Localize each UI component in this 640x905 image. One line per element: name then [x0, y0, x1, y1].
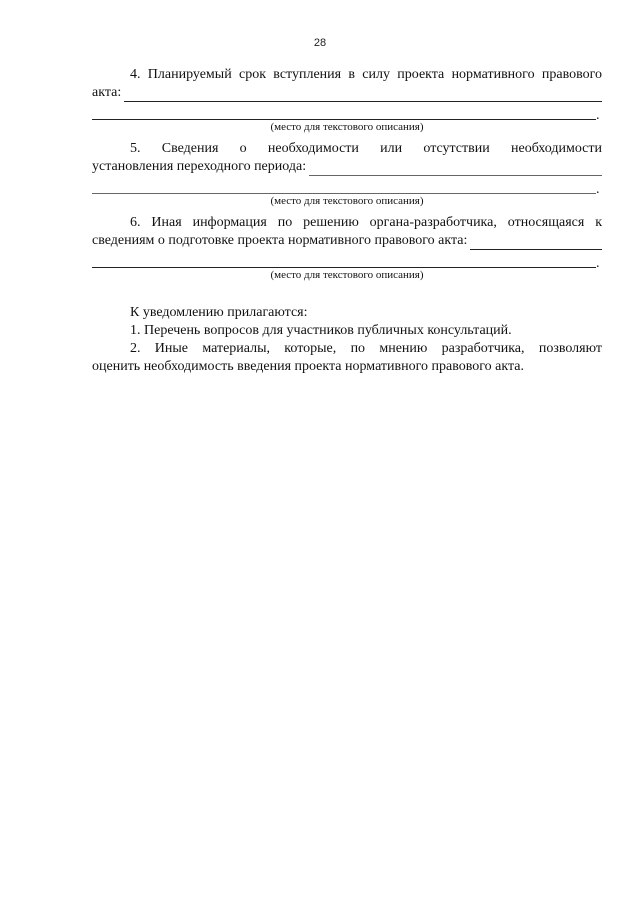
section-4-heading: 4. Планируемый срок вступления в силу проекта нормативного правового: [130, 67, 602, 82]
document-body: [92, 66, 602, 376]
section-4-label-end: акта:: [92, 85, 122, 100]
attachment-item-2-line-2: оценить необходимость введения проекта нормативного правового акта.: [92, 359, 524, 374]
section-6-answer-line[interactable]: [92, 254, 596, 268]
attachments-heading: К уведомлению прилагаются:: [130, 305, 308, 320]
section-5-caption: (место для текстового описания): [270, 195, 424, 207]
attachments: [92, 304, 602, 376]
section-5-answer-row-2: [92, 176, 602, 197]
section-6-answer-field[interactable]: [470, 236, 602, 250]
section-6-end-mark: .: [596, 256, 600, 271]
section-5-label-end: установления переходного периода:: [92, 159, 307, 174]
section-4-answer-row-2: [92, 102, 602, 123]
page-number: 28: [313, 37, 327, 49]
section-6-caption: (место для текстового описания): [270, 269, 424, 281]
section-6-heading: 6. Иная информация по решению органа-разработчика, относящаяся к: [130, 215, 602, 230]
section-5-heading: 5. Сведения о необходимости или отсутствии необходимости: [130, 141, 602, 156]
section-4-caption: (место для текстового описания): [270, 121, 424, 133]
attachment-item-2-line-1: 2. Иные материалы, которые, по мнению разработчика, позволяют: [130, 341, 602, 356]
section-4-answer-row: [92, 84, 602, 102]
section-5: [92, 140, 602, 208]
section-5-answer-row: [92, 158, 602, 176]
section-5-answer-line[interactable]: [92, 180, 596, 194]
attachment-item-1: 1. Перечень вопросов для участников публичных консультаций.: [130, 323, 512, 338]
section-4-end-mark: .: [596, 108, 600, 123]
section-6: [92, 214, 602, 282]
section-4: [92, 66, 602, 134]
section-5-answer-field[interactable]: [309, 162, 602, 176]
section-4-answer-field[interactable]: [124, 88, 602, 102]
section-5-end-mark: .: [596, 182, 600, 197]
spacer: [92, 288, 602, 304]
section-4-answer-line[interactable]: [92, 106, 596, 120]
section-6-label-end: сведениям о подготовке проекта нормативного правового акта:: [92, 233, 468, 248]
section-6-answer-row: [92, 232, 602, 250]
section-6-answer-row-2: [92, 250, 602, 271]
